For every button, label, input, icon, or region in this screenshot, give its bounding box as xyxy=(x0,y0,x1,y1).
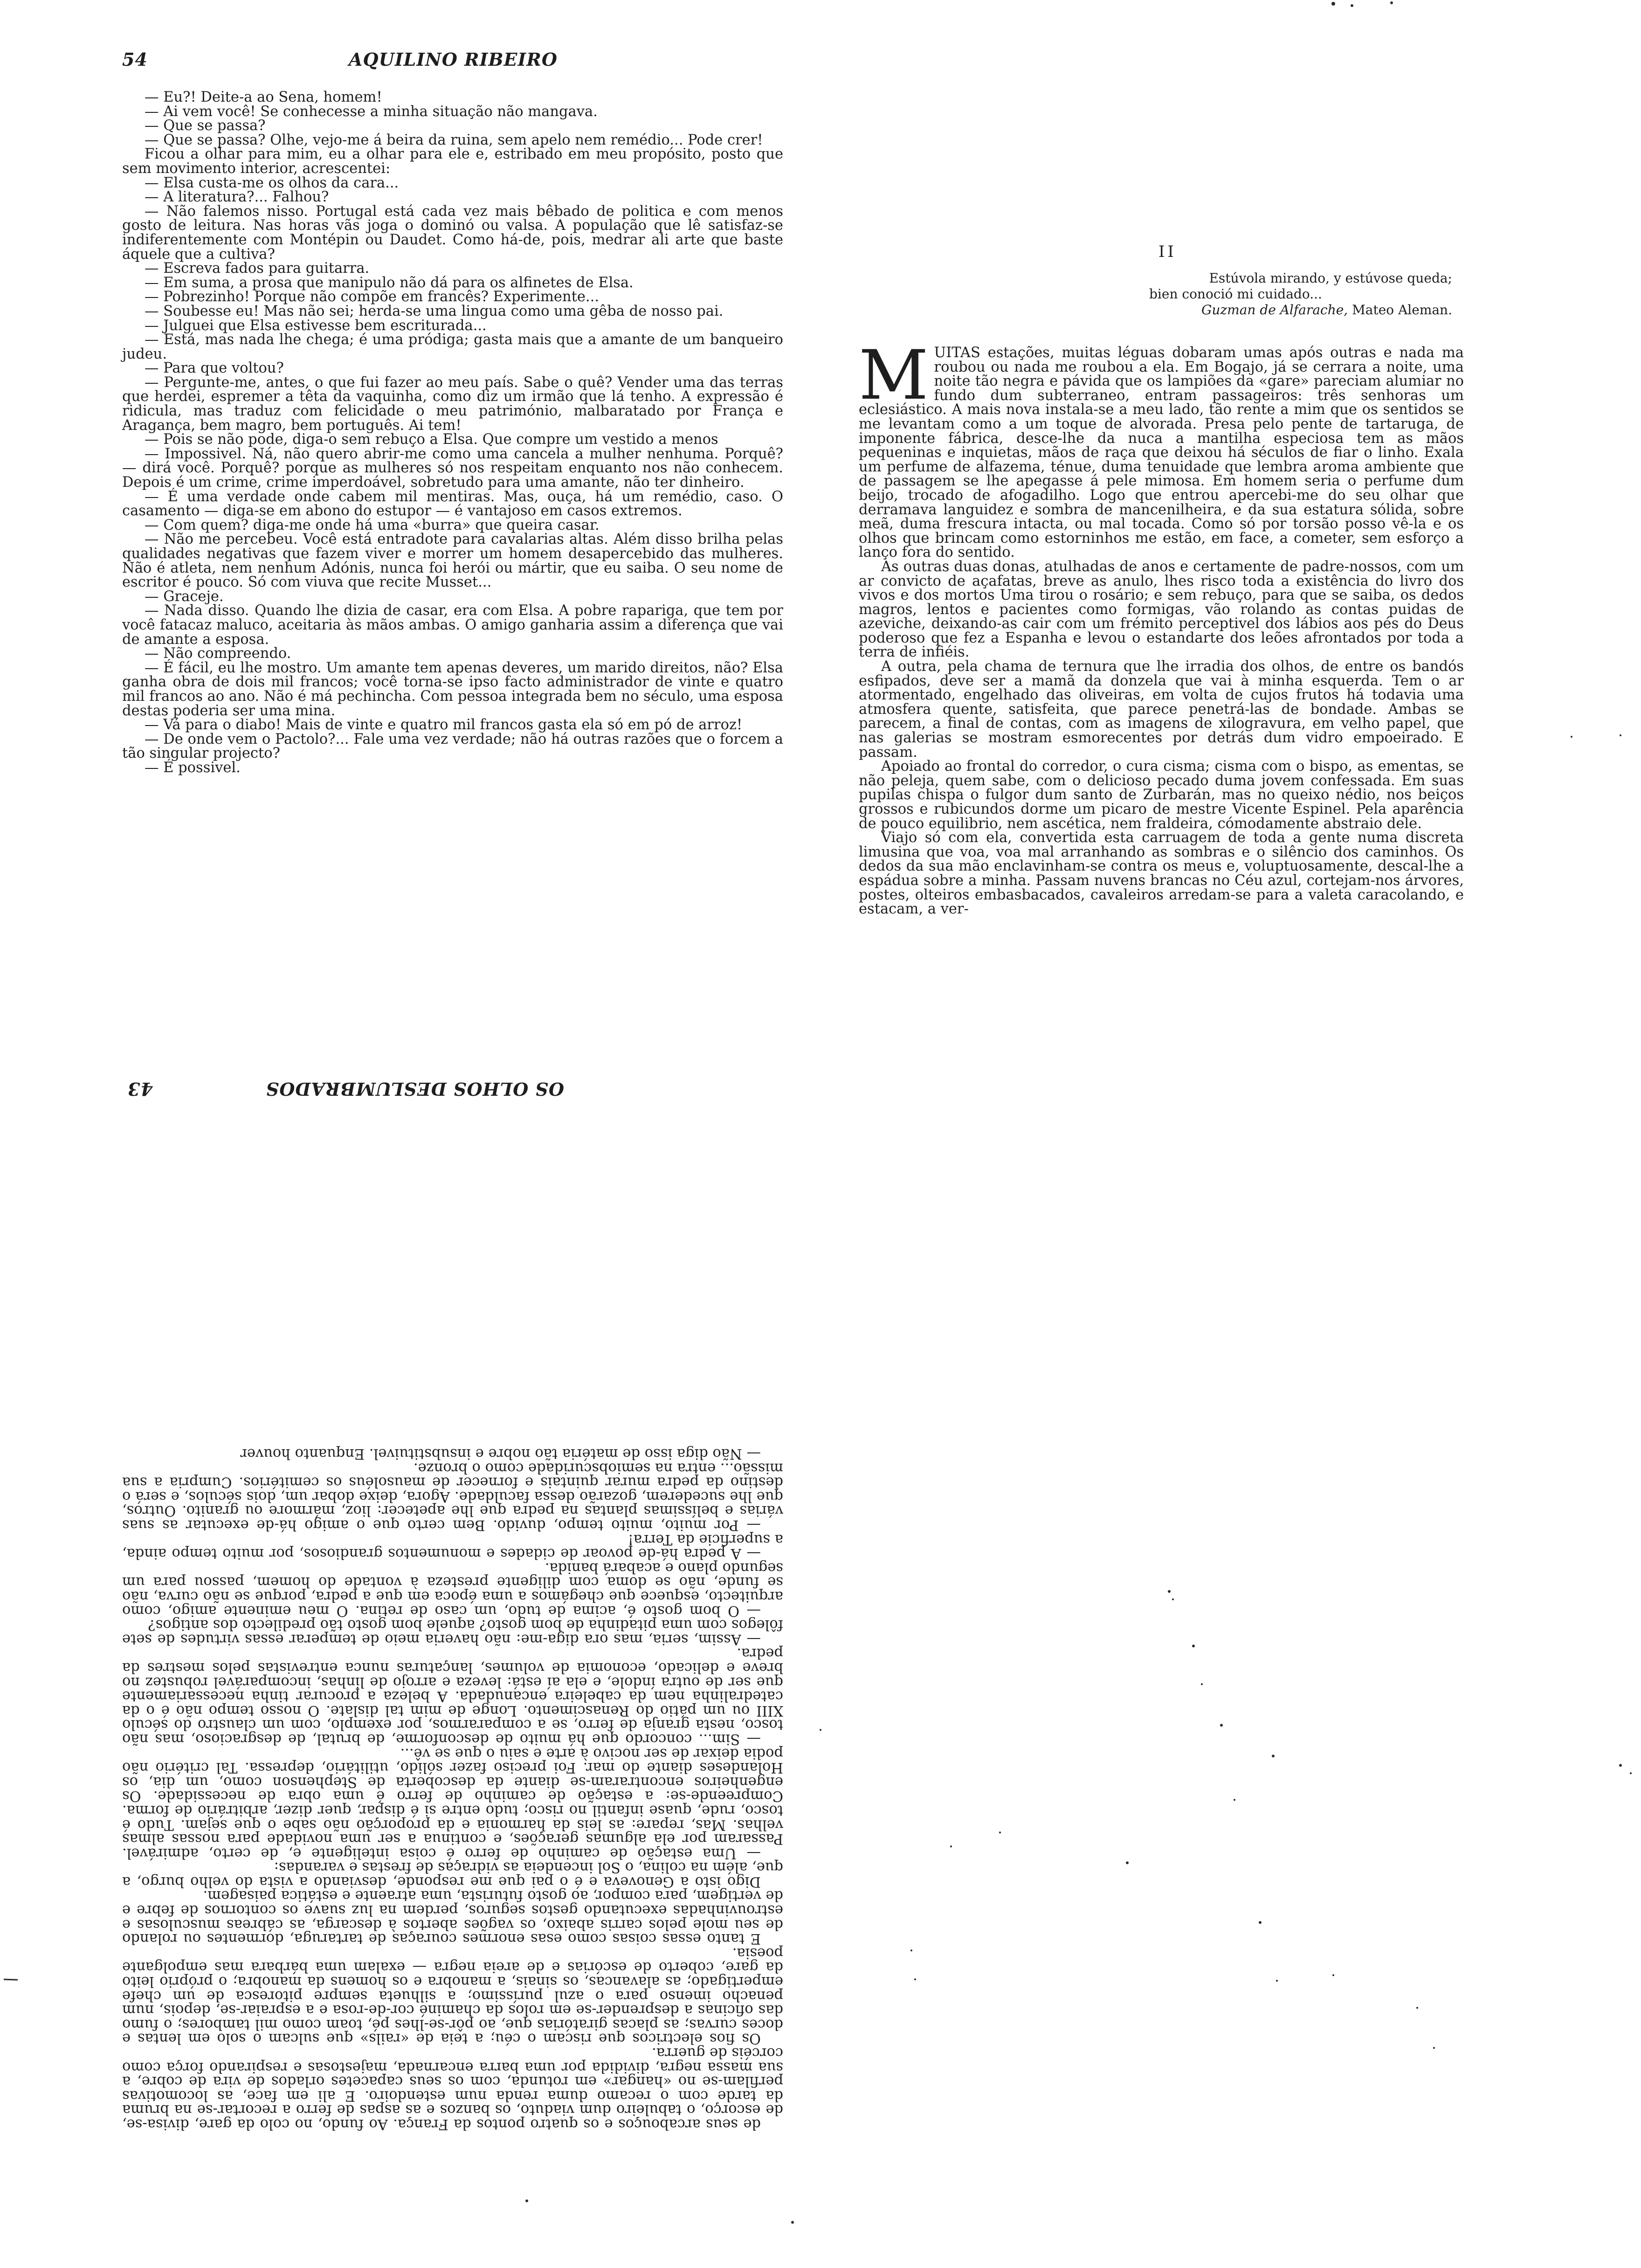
paragraph: — Ai vem você! Se conhecesse a minha situação não mangava. xyxy=(145,103,598,120)
left-page-text-column xyxy=(122,90,783,775)
paragraph: Viajo só com ela, convertida esta carruagem de toda a gente numa discreta limusina que voa, voa mal arranhando as sombras e o silêncio dos caminhos. Os dedos da sua mão enclavinham-se contra os meus e, voluptuosamente, descal-lhe a espádua sobre a minha. Passam nuvens brancas no Céu azul, cortejam-nos árvores, postes, olteiros embasbacados, cavaleiros arredam-se para a valeta caracolando, e estacam, a ver- xyxy=(859,830,1464,918)
paragraph: — De onde vem o Pactolo?... Fale uma vez verdade; não há outras razões que o forcem a tão singular projecto? xyxy=(122,731,783,762)
paragraph: — Impossivel. Ná, não quero abrir-me como uma cancela a mulher nenhuma. Porquê? — dirá você. Porquê? porque as mulheres só nos respeitam enquanto nos não conhecem. Depois é um crime, crime imperdoável, sobretudo para uma amante, não ter dinheiro. xyxy=(122,445,783,491)
paragraph: — O bom gosto é, acima de tudo, um caso de retina. O meu eminente amigo, como arquitecto, esquece que chegámos a uma época em que a pedra, porque se não curva, não se funde, não se doma com diligente presteza à vontade do homem, passou para um segundo plano e acabará banida. xyxy=(122,1559,783,1619)
paragraph: — Está, mas nada lhe chega; é uma pródiga; gasta mais que a amante de um banqueiro judeu. xyxy=(122,332,783,362)
paragraph: — Graceje. xyxy=(145,588,224,605)
epigraph-source xyxy=(1047,302,1452,318)
paragraph: — Para que voltou? xyxy=(145,360,284,377)
paragraph: E tanto essas coisas como esas enormes couraças de tartaruga, dormentes ou rolando de seu mole pelos carris abaixo, os vagões abertos à descarga, as cábreas musculosas e estrouvinhadas executando gestos seguros, perdem na luz suave os contornos de febre e de vertigem, para compor, ao gosto futurista, uma atraente e estática paisagem. xyxy=(122,1888,783,1947)
epigraph-source-title: Guzman de Alfarache, xyxy=(1201,302,1348,318)
paragraph: — Uma estação de caminho de ferro é coisa inteligente e, de certo, admirável. Passaram por ela algumas gerações, e continua a ser uma novidade para nossas almas velhas. Mas, repare: as leis da harmonia e da proporção não sabe o que sejam. Tudo é tosco, rude, quase infantil no risco; tudo entre si é dispar, quer dizer, arbitrário de forma. Compreende-se: a estação de caminho de ferro é uma obra de necessidade. Os engenheiros encontraram-se diante da descoberta de Stephenson como, um dia, os Holandeses diante do mar. Foi preciso fazer sólido, utilitário, depressa. Tal critério não podia deixar de ser nocivo à arte e saiu o que se vê... xyxy=(122,1745,783,1861)
left-page-number: 54 xyxy=(122,49,148,70)
epigraph xyxy=(1047,270,1452,318)
paragraph: — Pois se não pode, diga-o sem rebuço a Elsa. Que compre um vestido a menos xyxy=(145,431,718,448)
paragraph: — Julguei que Elsa estivesse bem escriturada... xyxy=(145,317,487,334)
paragraph: — É uma verdade onde cabem mil mentiras. Mas, ouça, há um remédio, caso. O casamento — diga-se em abono do estupor — é vantajoso em casos extremos. xyxy=(122,488,783,519)
upside-running-head: OS OLHOS DESLUMBRADOS xyxy=(265,1079,564,1099)
paragraph: — Que se passa? xyxy=(145,118,266,134)
paragraph: — A pedra há-de povoar de cidades e monumentos grandiosos, por muito tempo ainda, a superficie da Terra! xyxy=(122,1531,783,1562)
paragraph: — Eu?! Deite-a ao Sena, homem! xyxy=(145,89,382,105)
paragraph: As outras duas donas, atulhadas de anos e certamente de padre-nossos, com um ar convicto de açafatas, breve as anulo, lhes risco toda a existência do livro dos vivos e dos mortos Uma tirou o rosário; e sem rebuço, para que se saiba, os dedos magros, lentos e pacientes como formigas, vão rolando as contas puidas de azeviche, deixando-as cair com um frémito perceptivel dos lábios aos pés do Deus poderoso que fez a Espanha e levou o estandarte dos leões afrontados por toda a terra de infiéis. xyxy=(859,558,1464,661)
paragraph: — Nada disso. Quando lhe dizia de casar, era com Elsa. A pobre rapariga, que tem por você fatacaz maluco, aceitaria às mãos ambas. O amigo ganharia assim a diferença que vai de amante a esposa. xyxy=(122,602,783,648)
epigraph-source-author: Mateo Aleman. xyxy=(1352,302,1452,318)
upside-page-text-column xyxy=(122,1446,783,2131)
paragraph: — Que se passa? Olhe, vejo-me á beira da ruina, sem apelo nem remédio... Pode crer! xyxy=(145,131,763,148)
paragraph: A outra, pela chama de ternura que lhe irradia dos olhos, de entre os bandós esfipados, deve ser a mamã da donzela que vai à minha esquerda. Tem o ar atormentado, engelhado das oliveiras, em volta de cujos frutos há todavia uma atmosfera quente, satisfeita, que parece penetrá-las de bondade. Ambas se parecem, a final de contas, com as imagens de xilogravura, em velho papel, que nas galerias se mostram esmorecentes por detrás dum vidro empoeirado. E passam. xyxy=(859,658,1464,761)
paragraph: — Pobrezinho! Porque não compõe em francês? Experimente... xyxy=(145,289,600,305)
chapter-number: II xyxy=(1158,242,1177,261)
upside-page-number: 43 xyxy=(127,1079,153,1099)
paragraph: — É possivel. xyxy=(145,759,241,776)
paragraph: — Com quem? diga-me onde há uma «burra» que queira casar. xyxy=(145,517,600,533)
upside-down-page xyxy=(122,1072,783,2131)
left-running-head: AQUILINO RIBEIRO xyxy=(349,49,558,70)
paragraph: — Elsa custa-me os olhos da cara... xyxy=(145,174,399,191)
paragraph: Os fios electricos que riscam o céu; a teia de «rails» que sulcam o solo em lentas e doces curvas; as placas giratórias que, ao pôr-se-lhes pé, toam como mil tambores; o fumo das oficinas a desprender-se em rolos da chaminé cor-de-rosa e a espraiar-se, depois, num penacho imenso para o azul puríssimo; a silhueta sempre pitoresca de um chefe empertigado; as alavancas, os sinais, a manobra e os homens da manobra; o próprio leito da gare, coberto de escórias e de areia negra — exalam uma bárbara mas empolgante poesia. xyxy=(122,1944,783,2047)
paragraph: — Assim, seria, mas ora diga-me: não haveria meio de temperar essas virtudes de sete fôlegos com uma pitadinha de bom gosto? aquele bom gosto tão predilecto dos antigos? xyxy=(122,1617,783,1647)
paragraph: Apoiado ao frontal do corredor, o cura cisma; cisma com o bispo, as ementas, se não peleja, quem sabe, com o delicioso pecado duma jovem confessada. Em suas pupilas chispa o fulgor dum santo de Zurbarán, mas no queixo nédio, nos beiços grossos e rubicundos dorme um picaro de mestre Vicente Espinel. Pela aparência de pouco equilibrio, nem ascética, nem fraldeira, cómodamente abstraio dele. xyxy=(859,758,1464,832)
paragraph: — Em suma, a prosa que manipulo não dá para os alfinetes de Elsa. xyxy=(145,274,634,291)
paragraph: — Por muito, muito tempo, duvido. Bem certo que o amigo há-de executar as suas várias e belíssimas plantas na pedra que lhe apetecer: lioz, mármore ou granito. Outros, que lhe sucederem, gozarão dessa faculdade. Agora, deixe dobar um, dois séculos, e será o destino da pedra murar quintais e fornecer de mausoléus os cemitérios. Cumpria a sua missão... entra na semiobscuridade como o bronze. xyxy=(122,1459,783,1534)
paragraph: — Sim... concordo que há muito de desconforme, de brutal, de desgracioso, mas não tosco, nesta granja de ferro, se a compararmos, por exemplo, com um claustro do século XIII ou um pátio do Renascimento. Longe de mim tal dislate. O nosso tempo não é o da catedralinha nem da cabeleira encanudada. A beleza a procurar tinha necessariamente que ser de outra índole, e ela aí está: leveza e arrojo de linhas, incomparável robustez no breve e delicado, economia de volumes, lançaturas nunca entrevistas pelos mestres da pedra. xyxy=(122,1645,783,1747)
right-page-text-column xyxy=(859,336,1464,918)
paragraph: — Não diga isso de matéria tão nobre e insubstituivel. Enquanto houver xyxy=(240,1445,761,1462)
paragraph: — Escreva fados para guitarra. xyxy=(145,260,370,277)
paragraph: de seus arcabouços e os quatro pontos da França. Ao fundo, no colo da gare, divisa-se, de escorço, o tabuleiro dum viaduto, os banzos e as aspas de ferro a recortar-se na bruma da tarde com o recamo duma renda num estendoiro. E ali em face, as locomotivas perfilam-se no «hangar» em rotunda, com os seus capacetes orlados de vira de cobre, a sua massa negra, dividida por uma barra encarnada, majestosas e respirando força como corcéis de guerra. xyxy=(122,2045,783,2132)
paragraph: UITAS estações, muitas léguas dobaram umas após outras e nada ma roubou ou nada me roubou a ela. Em Bogajo, já se cerrara a noite, uma noite tão negra e pávida que os lampiões da «gare» pareciam alumiar no fundo dum subterraneo, entram passageiros: três senhoras um eclesiástico. A mais nova instala-se a meu lado, tão rente a mim que os sentidos se me levantam como a um toque de alvorada. Presa pelo pente de tartaruga, de imponente fábrica, desce-lhe da nuca a mantilha especiosa tem as mãos pequeninas e inquietas, mãos de raça que deixou há séculos de fiar o linho. Exala um perfume de alfazema, ténue, duma tenuidade que lembra aroma ambiente que de passagem se lhe apegasse á pele mimosa. Em homem seria o perfume dum beijo, trocado de afogadilho. Logo que entrou apercebi-me do seu olhar que derramava languidez e sombra de mancenilheira, e da sua estatura sólida, sobre meã, duma frescura intacta, ou mal tocada. Como só por torsão posso vê-la e os olhos que brincam como estorninhos me estão, em face, a cometer, sem esforço a lanço fora do sentido. xyxy=(859,345,1464,561)
paragraph: — Não me percebeu. Você está entradote para cavalarias altas. Além disso brilha pelas qualidades negativas que fazem viver e morrer um homem desapercebido das mulheres. Não é atleta, nem nenhum Adónis, nunca foi herói ou mártir, que eu saiba. O seu nome de escritor é pouco. Só com viuva que recite Musset... xyxy=(122,531,783,591)
paragraph: — É fácil, eu lhe mostro. Um amante tem apenas deveres, um marido direitos, não? Elsa ganha obra de dois mil francos; você torna-se ipso facto administrador de vinte e quatro mil francos ao ano. Não é má pechincha. Com pessoa integrada bem no século, uma esposa destas poderia ser uma mina. xyxy=(122,659,783,719)
paragraph: — A literatura?... Falhou? xyxy=(145,189,329,206)
paragraph: Digo isto a Genoveva e é o pai que me responde, desviando a vista do velho burgo, a que, além na colina, o Sol incendeia as vidraças de frestas e varandas: xyxy=(122,1859,783,1890)
paragraph: — Vá para o diabo! Mais de vinte e quatro mil francos gasta ela só em pó de arroz! xyxy=(145,717,743,733)
paragraph: — Pergunte-me, antes, o que fui fazer ao meu país. Sabe o quê? Vender uma das terras que herdei, espremer a têta da vaquinha, como diz um irmão que lá tenho. A expressão é ridicula, mas traduz com felicidade o meu património, malbaratado por França e Aragança, bem magro, bem português. Ai tem! xyxy=(122,374,783,434)
paragraph: — Soubesse eu! Mas não sei; herda-se uma lingua como uma gêba de nosso pai. xyxy=(145,303,724,319)
paragraph: Ficou a olhar para mim, eu a olhar para ele e, estribado em meu propósito, posto que sem movimento interior, acrescentei: xyxy=(122,146,783,177)
paragraph: — Não compreendo. xyxy=(145,645,291,662)
paragraph: — Não falemos nisso. Portugal está cada vez mais bêbado de politica e com menos gosto de leitura. Nas horas vãs joga o dominó ou valsa. A população que lê satisfaz-se indiferentemente com Montépin ou Daudet. Como há-de, pois, medrar ali arte que baste áquele que a cultiva? xyxy=(122,203,783,263)
epigraph-line-2: bien conoció mi cuidado... xyxy=(1149,286,1322,302)
drop-cap: M xyxy=(859,336,929,415)
epigraph-line-1: Estúvola mirando, y estúvose queda; xyxy=(1209,270,1452,286)
